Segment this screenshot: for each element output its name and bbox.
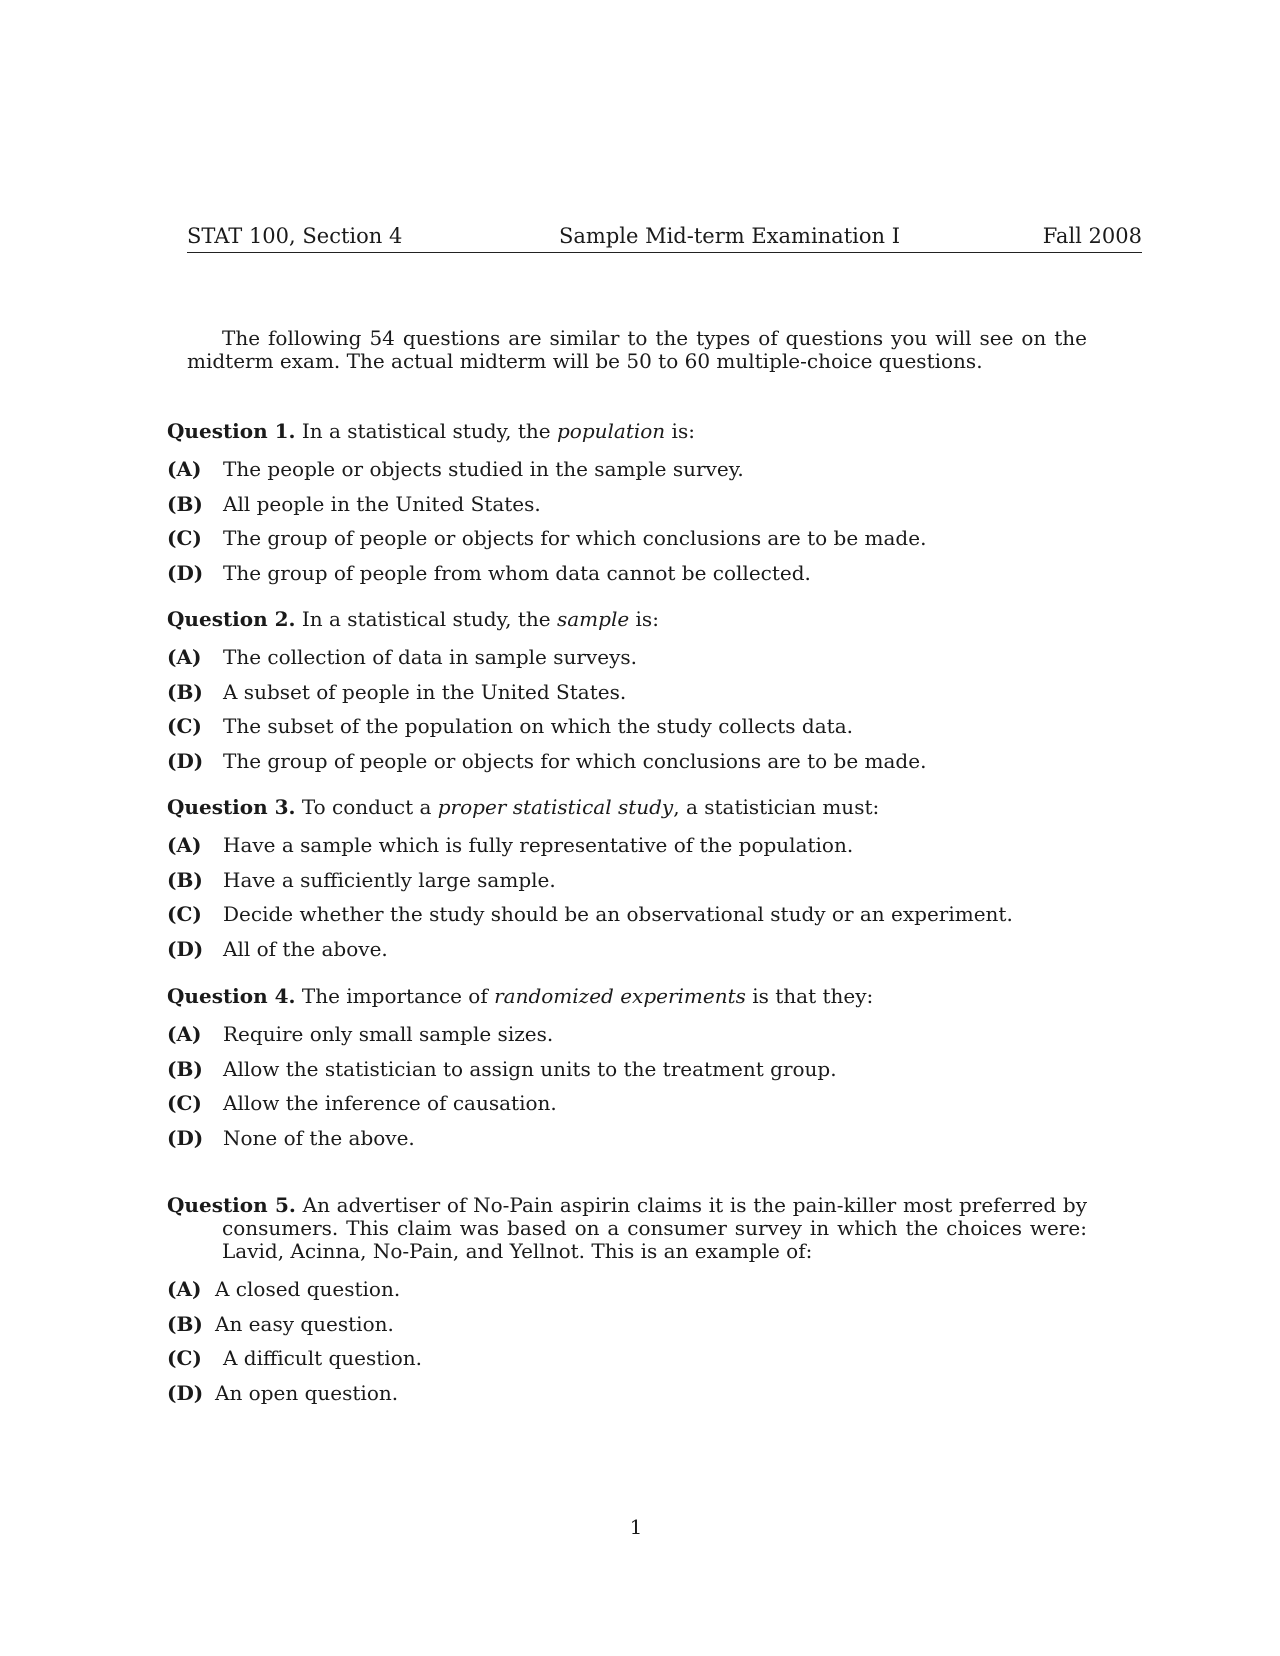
option-b: (B) A subset of people in the United States. [167,679,627,704]
option-c: (C) A difficult question. [167,1346,422,1370]
question-stem: Question 3. To conduct a proper statistical study, a statistician must: [167,795,880,819]
option-a: (A) A closed question. [167,1277,401,1301]
option-b: (B) An easy question. [167,1311,394,1336]
question-4 [167,985,1087,1155]
page-number: 1 [629,1515,643,1539]
question-label: Question 3. [167,795,296,819]
question-label: Question 5. [167,1193,296,1217]
option-a: (A) The people or objects studied in the sample survey. [167,457,744,481]
option-c: (C) The subset of the population on which the study collects data. [167,714,853,738]
option-c: (C) Decide whether the study should be an observational study or an experiment. [167,902,1013,926]
option-a: (A) The collection of data in sample surveys. [167,645,637,669]
answer-options [167,640,1087,778]
option-b: (B) Have a sufficiently large sample. [167,867,556,892]
answer-options [167,828,1087,966]
question-label: Question 4. [167,984,296,1008]
option-d: (D) All of the above. [167,936,388,961]
question-3 [167,796,1087,966]
question-2 [167,608,1087,778]
answer-options [167,452,1087,590]
intro-paragraph: The following 54 questions are similar to the types of questions you will see on the midterm exam. The actual midterm will be 50 to 60 multiple-choice questions. [187,326,1087,373]
option-a: (A) Have a sample which is fully representative of the population. [167,833,854,857]
term-label: Fall 2008 [1042,224,1142,248]
question-label: Question 1. [167,419,296,443]
question-1 [167,420,1087,590]
option-c: (C) The group of people or objects for which conclusions are to be made. [167,526,927,550]
option-d: (D) The group of people or objects for which conclusions are to be made. [167,748,927,773]
option-d: (D) An open question. [167,1380,399,1405]
option-b: (B) Allow the statistician to assign units to the treatment group. [167,1056,837,1081]
course-label: STAT 100, Section 4 [187,224,403,248]
answer-options [167,1272,1087,1410]
option-c: (C) Allow the inference of causation. [167,1091,557,1115]
question-stem: Question 1. In a statistical study, the population is: [167,419,695,443]
question-stem: Question 4. The importance of randomized experiments is that they: [167,984,874,1008]
option-b: (B) All people in the United States. [167,491,541,516]
option-d: (D) None of the above. [167,1125,415,1150]
question-stem: Question 2. In a statistical study, the sample is: [167,607,659,631]
question-label: Question 2. [167,607,296,631]
exam-title: Sample Mid-term Examination I [559,224,900,248]
question-stem: Question 5. An advertiser of No-Pain aspirin claims it is the pain-killer most preferred by consumers. This claim was based on a consumer survey in which the choices were: Lavid, Acinna, No-Pain, and Yellnot. This is an example of: [167,1193,1088,1263]
page-header [187,222,1142,253]
answer-options [167,1017,1087,1155]
question-5 [167,1194,1087,1410]
option-d: (D) The group of people from whom data cannot be collected. [167,560,811,585]
option-a: (A) Require only small sample sizes. [167,1022,554,1046]
